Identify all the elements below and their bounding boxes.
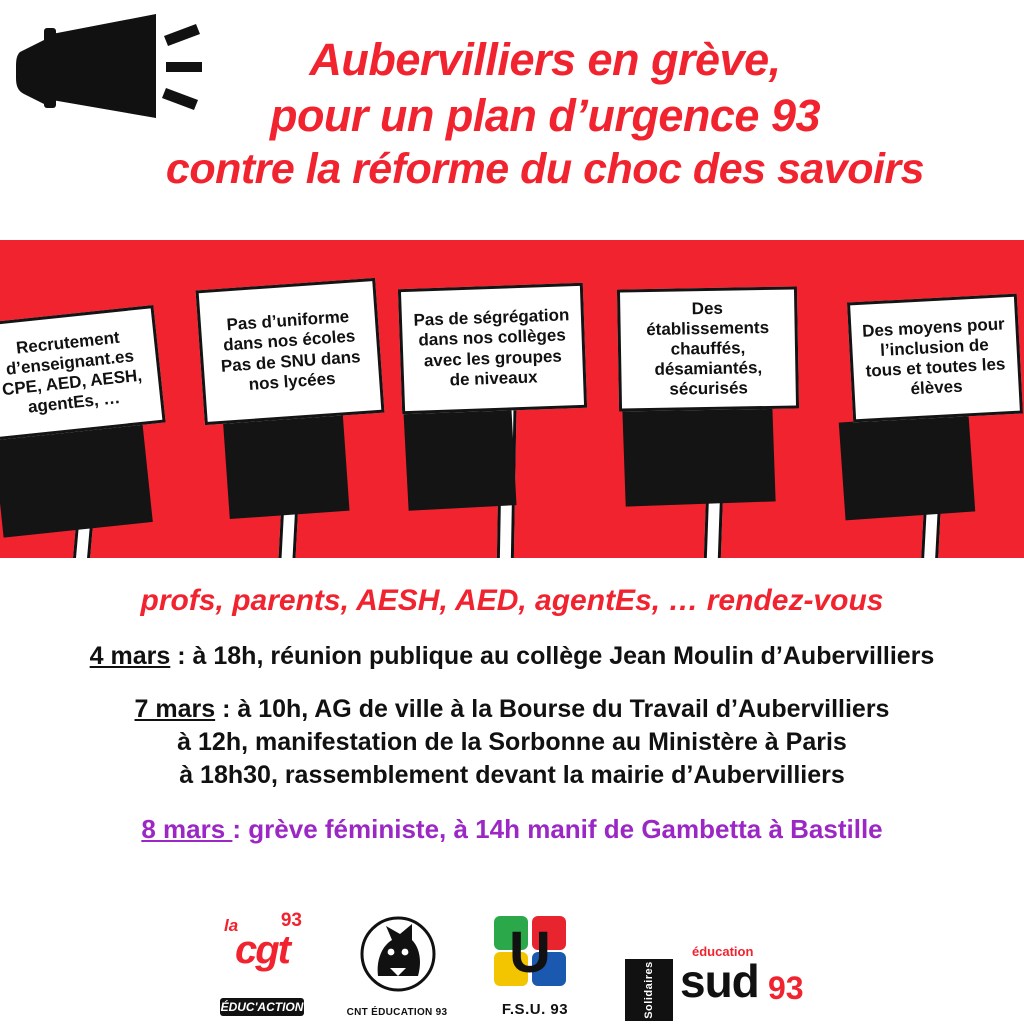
logo-fsu-label: F.S.U. 93: [501, 1001, 569, 1018]
sign-shadow: [404, 407, 517, 511]
schedule-text: grève féministe, à 14h manif de Gambetta à Bastille: [248, 814, 883, 844]
sign-board: [617, 286, 799, 411]
schedule-separator: :: [215, 695, 238, 723]
sign-shadow: [222, 406, 349, 519]
sign-uniforme: [190, 258, 390, 558]
schedule-line: à 12h, manifestation de la Sorbonne au Ministère à Paris: [177, 728, 847, 756]
logo-cgt-educaction-93: [216, 910, 308, 1018]
logo-solidaires-label: Solidaires: [625, 959, 673, 1021]
schedule-line: [0, 693, 1024, 726]
sign-board: [847, 294, 1023, 423]
poster-header: [0, 0, 1024, 240]
sign-shadow: [0, 422, 153, 537]
schedule-line: à 18h30, rassemblement devant la mairie d’Aubervilliers: [179, 761, 845, 789]
logo-fsu-93: [486, 914, 584, 1018]
schedule-date: 4 mars: [89, 642, 171, 670]
fsu-blocks-icon: [492, 914, 578, 990]
sign-etablissements: [608, 266, 813, 558]
logo-cgt-la: la: [224, 916, 239, 935]
title-line-2: pour un plan d’urgence 93: [269, 89, 821, 141]
schedule-entry-8-mars: [0, 812, 1024, 846]
page-title: [80, 36, 1010, 193]
sign-text: Des moyens pour l’inclusion de tous et toutes les élèves: [861, 314, 1006, 399]
schedule-line: [0, 640, 1024, 673]
union-logos: [0, 906, 1024, 1018]
logo-sud-dept: 93: [768, 970, 804, 1006]
sign-text: Pas d’uniforme dans nos écoles Pas de SNU dans nos lycées: [220, 307, 362, 394]
sign-text: Pas de ségrégation dans nos collèges avec les groupes de niveaux: [413, 305, 570, 390]
protest-signs-band: [0, 240, 1024, 558]
sign-segregation: [390, 260, 595, 558]
call-to-action-line: profs, parents, AESH, AED, agentEs, … rendez-vous: [140, 584, 884, 617]
logo-sud-education-93: [618, 932, 808, 1018]
sign-board: [0, 305, 166, 441]
sign-inclusion: [838, 276, 1024, 558]
sign-shadow: [622, 405, 775, 506]
logo-cgt-tagline: ÉDUC'ACTION: [220, 1000, 304, 1014]
sign-board: [196, 278, 385, 425]
sign-board: [398, 283, 587, 414]
schedule-line: [0, 812, 1024, 846]
schedule: [0, 640, 1024, 846]
schedule-text: à 10h, AG de ville à la Bourse du Travail d’Aubervilliers: [237, 695, 890, 723]
black-cat-icon: [360, 916, 436, 992]
sign-text: Recrutement d’enseignant.es CPE, AED, AESH, agentEs, …: [1, 327, 143, 417]
sign-shadow: [839, 414, 976, 521]
schedule-date: 7 mars: [134, 695, 216, 723]
schedule-date: 8 mars: [141, 814, 233, 844]
sign-recrutement: [0, 280, 172, 558]
logo-cnt-education-93: [342, 914, 452, 1018]
logo-sud-main: sud: [680, 955, 759, 1007]
logo-cnt-label: CNT ÉDUCATION 93: [346, 1007, 448, 1018]
schedule-text: à 18h, réunion publique au collège Jean Moulin d’Aubervilliers: [192, 642, 935, 670]
schedule-separator: :: [232, 814, 249, 844]
sign-text: Des établissements chauffés, désamiantés, sécurisés: [646, 298, 770, 399]
logo-cgt-main: cgt: [235, 928, 289, 972]
logo-sud-edu-label: éducation: [692, 944, 754, 959]
logo-cgt-dept: 93: [280, 910, 302, 931]
svg-text:U: U: [509, 920, 551, 985]
schedule-entry-7-mars: [0, 693, 1024, 792]
schedule-entry-4-mars: [0, 640, 1024, 673]
title-line-3: contre la réforme du choc des savoirs: [165, 145, 925, 194]
schedule-separator: :: [170, 642, 193, 670]
title-line-1: Aubervilliers en grève,: [309, 34, 781, 85]
